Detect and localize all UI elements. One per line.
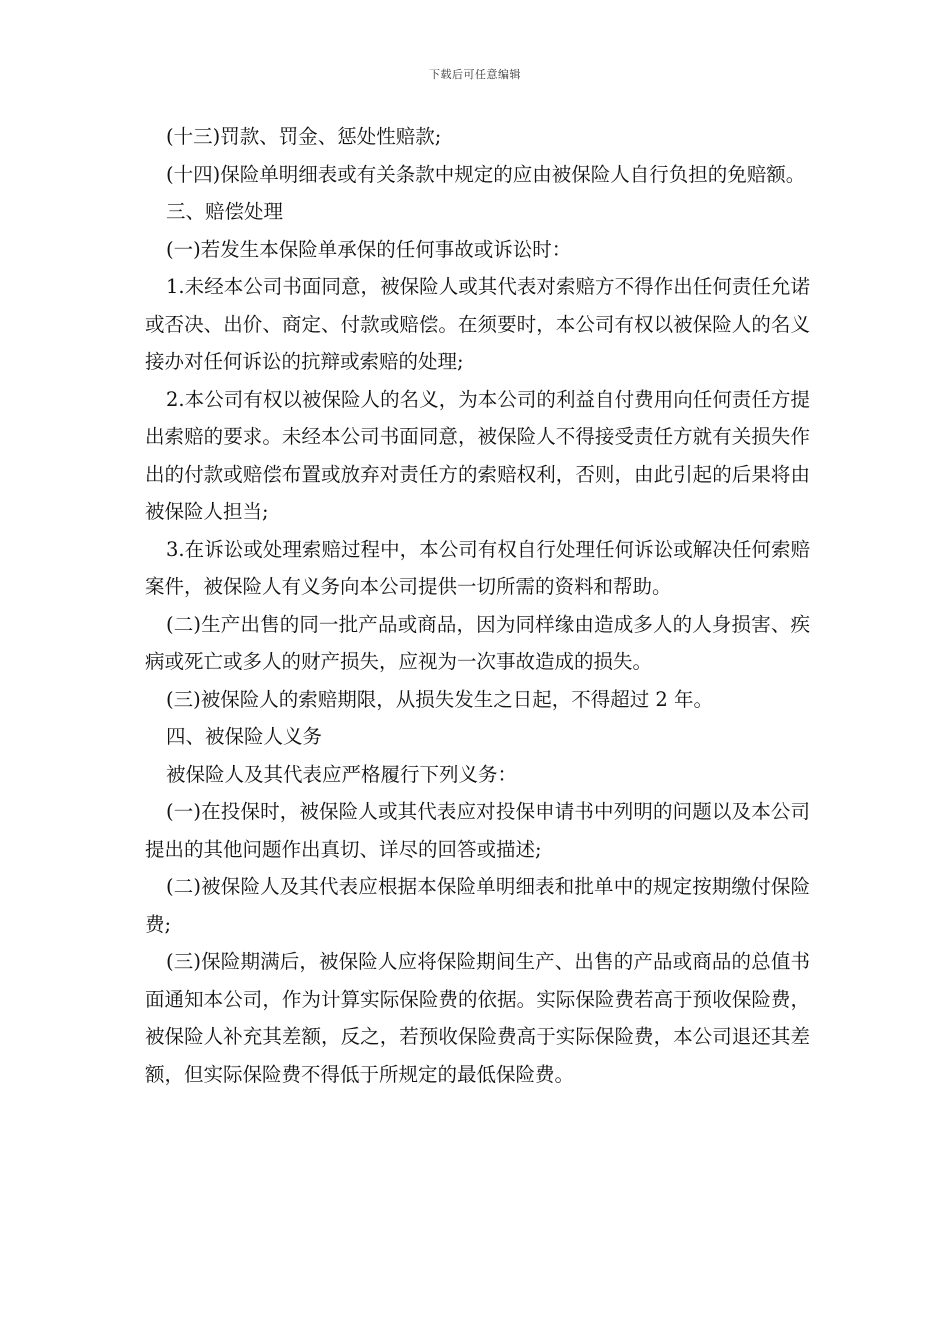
document-body bbox=[145, 118, 810, 1093]
paragraph: (十四)保险单明细表或有关条款中规定的应由被保险人自行负担的免赔额。 bbox=[166, 162, 806, 186]
paragraph: (二)被保险人及其代表应根据本保险单明细表和批单中的规定按期缴付保险费; bbox=[145, 875, 810, 936]
paragraph: (三)被保险人的索赔期限，从损失发生之日起，不得超过 2 年。 bbox=[166, 687, 714, 711]
paragraph: (十三)罚款、罚金、惩处性赔款; bbox=[166, 125, 442, 148]
paragraph: (三)保险期满后，被保险人应将保险期间生产、出售的产品或商品的总值书面通知本公司，作为计算实际保险费的依据。实际保险费若高于预收保险费，被保险人补充其差额，反之，若预收保险费高于实际保险费，本公司退还其差额，但实际保险费不得低于所规定的最低保险费。 bbox=[145, 950, 810, 1086]
section-heading: 三、赔偿处理 bbox=[166, 200, 284, 223]
paragraph: 2.本公司有权以被保险人的名义，为本公司的利益自付费用向任何责任方提出索赔的要求。未经本公司书面同意，被保险人不得接受责任方就有关损失作出的付款或赔偿布置或放弃对责任方的索赔权利，否则，由此引起的后果将由被保险人担当; bbox=[145, 387, 810, 523]
paragraph: (一)在投保时，被保险人或其代表应对投保申请书中列明的问题以及本公司提出的其他问题作出真切、详尽的回答或描述; bbox=[145, 800, 810, 861]
paragraph: 1.未经本公司书面同意，被保险人或其代表对索赔方不得作出任何责任允诺或否决、出价、商定、付款或赔偿。在须要时，本公司有权以被保险人的名义接办对任何诉讼的抗辩或索赔的处理; bbox=[145, 275, 810, 373]
section-heading: 四、被保险人义务 bbox=[166, 725, 323, 748]
paragraph: 3.在诉讼或处理索赔过程中，本公司有权自行处理任何诉讼或解决任何索赔案件，被保险人有义务向本公司提供一切所需的资料和帮助。 bbox=[145, 537, 810, 598]
page-header: 下载后可任意编辑 bbox=[429, 68, 521, 81]
paragraph: (一)若发生本保险单承保的任何事故或诉讼时： bbox=[166, 237, 572, 261]
paragraph: (二)生产出售的同一批产品或商品，因为同样缘由造成多人的人身损害、疾病或死亡或多人的财产损失，应视为一次事故造成的损失。 bbox=[145, 612, 810, 673]
paragraph: 被保险人及其代表应严格履行下列义务： bbox=[166, 762, 518, 786]
